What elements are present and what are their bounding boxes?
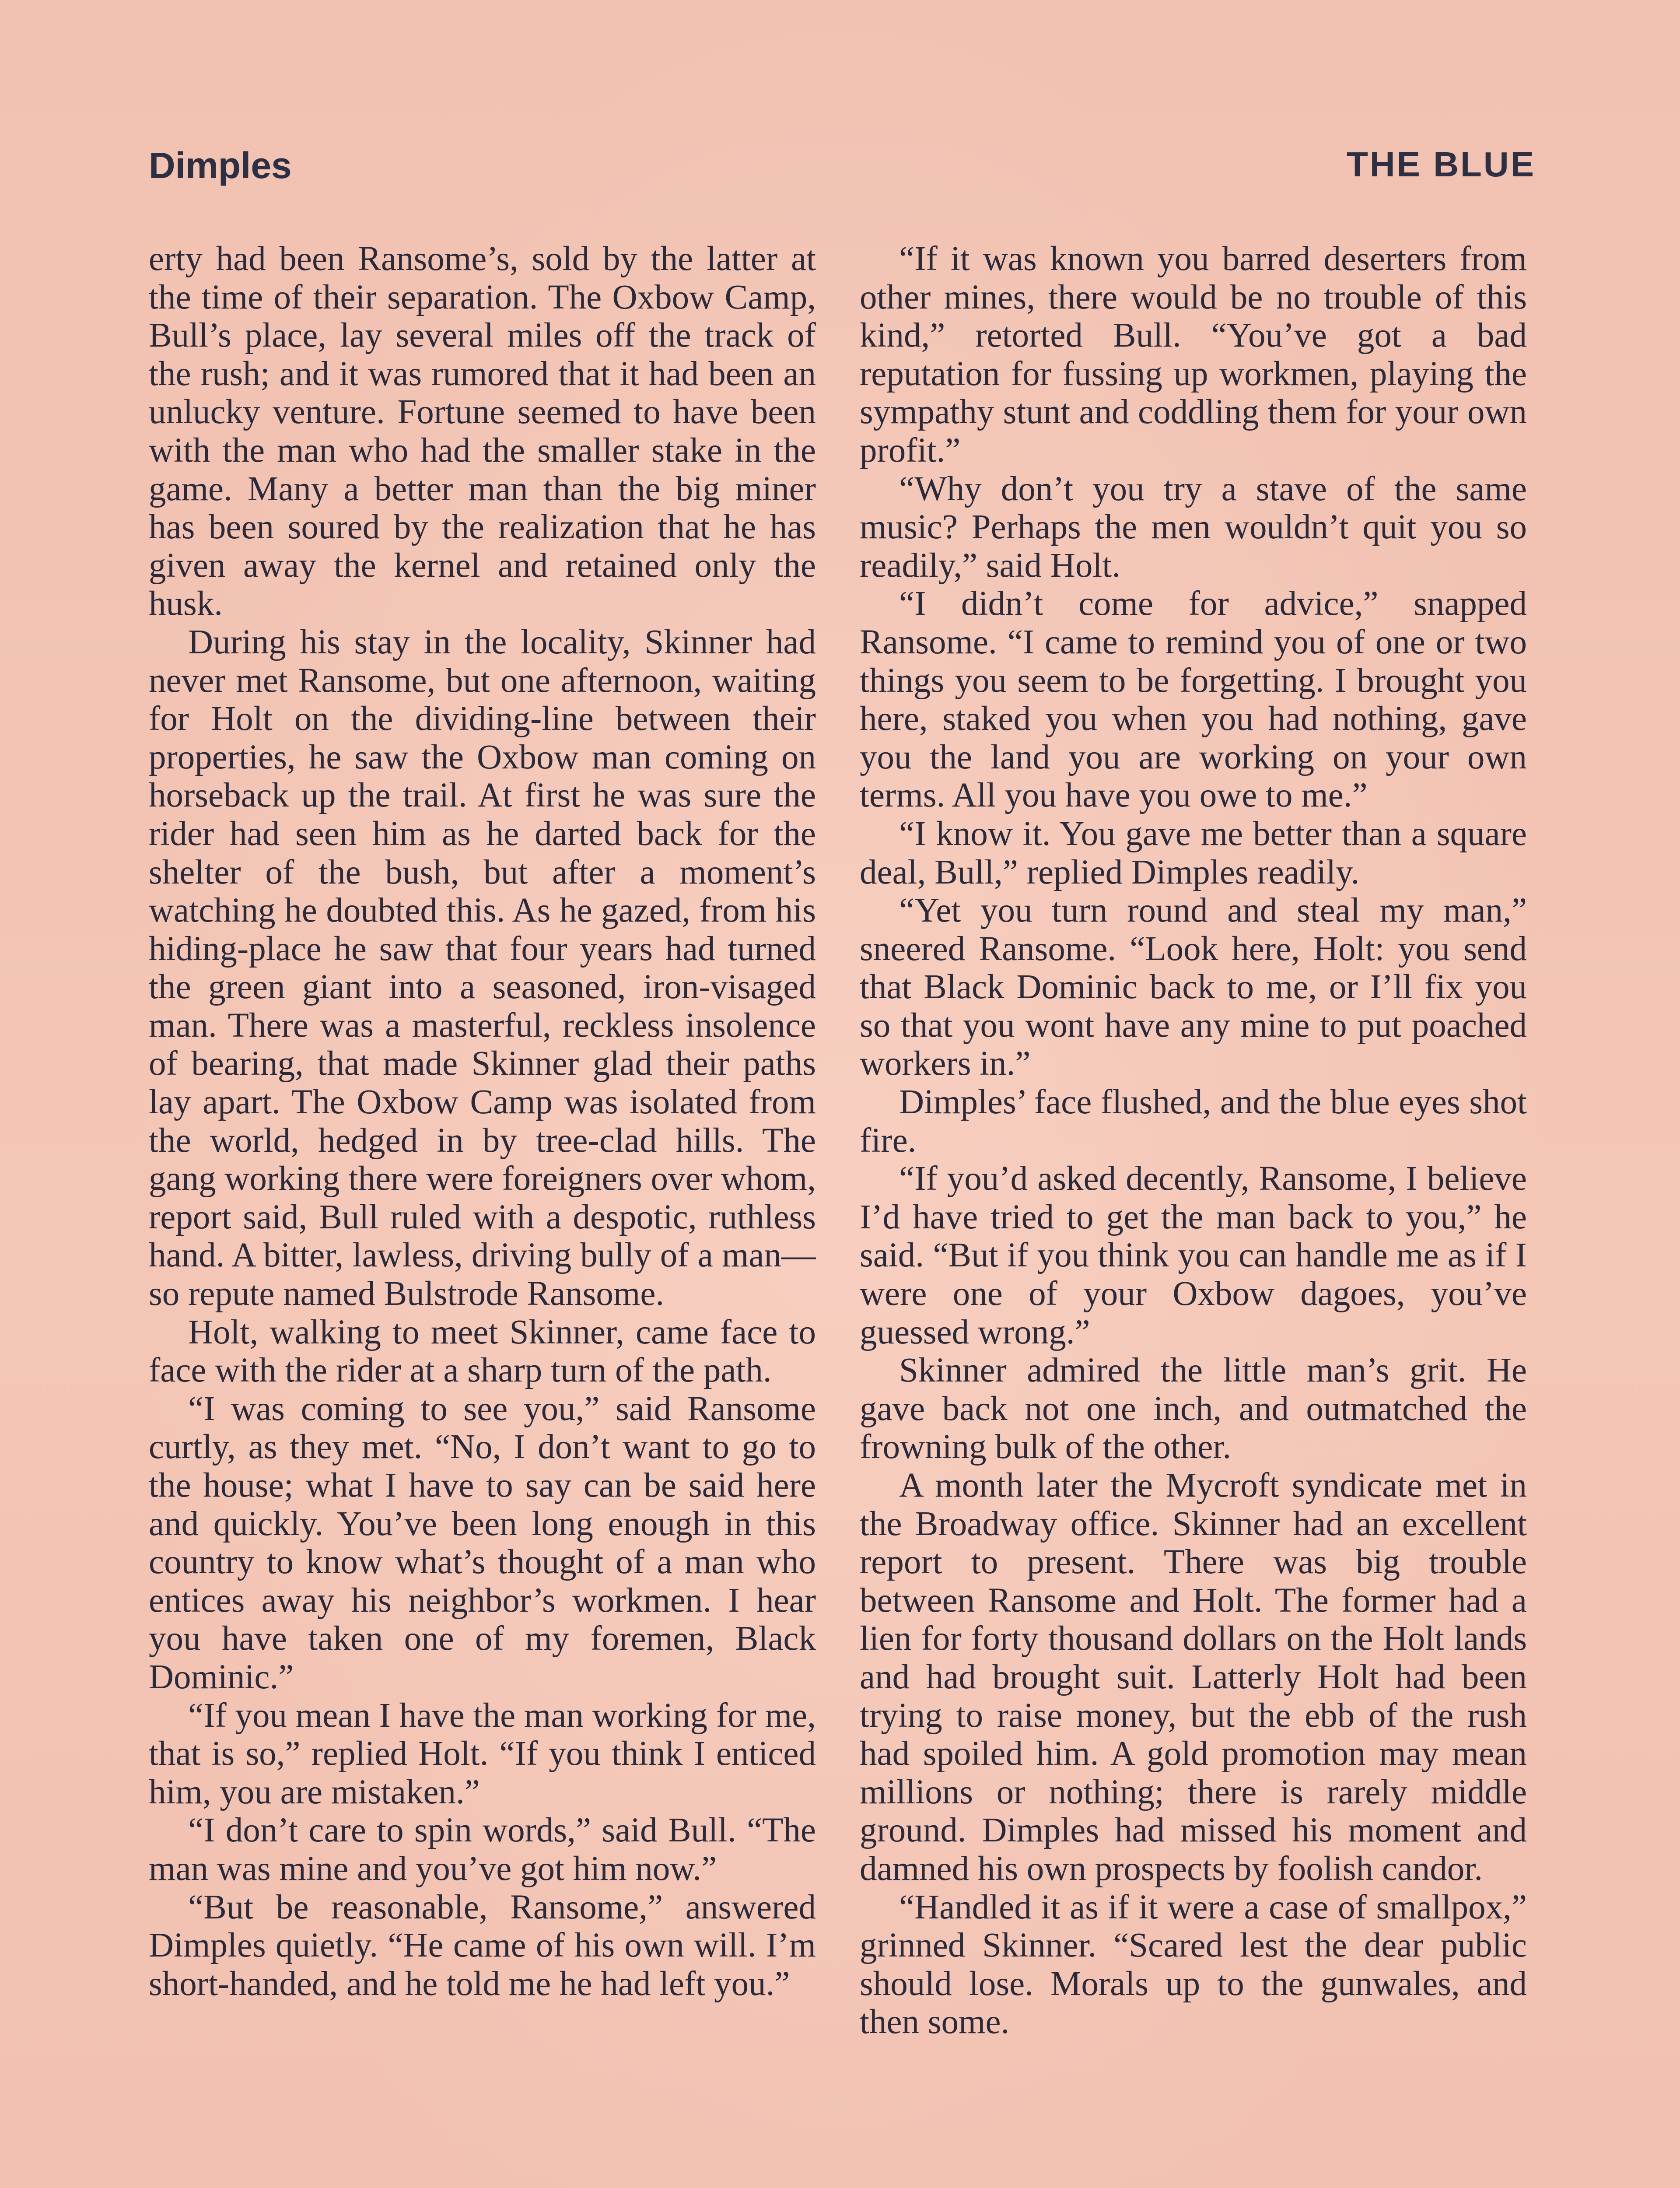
paragraph: “If you’d asked decently, Ransome, I believe I’d have tried to get the man back to you,” he said. “But if you think you can handle me as if I were one of your Oxbow dagoes, you’ve guessed wrong.” <box>860 1160 1527 1351</box>
paragraph: “I know it. You gave me better than a square deal, Bull,” replied Dimples readily. <box>860 814 1527 891</box>
paragraph: erty had been Ransome’s, sold by the latter at the time of their separation. The Oxbow Camp, Bull’s place, lay several miles off the track of the rush; and it was rumored that it had been an unlucky venture. Fortune seemed to have been with the man who had the smaller stake in the game. Many a better man than the big miner has been soured by the realization that he has given away the kernel and retained only the husk. <box>149 240 816 623</box>
right-column <box>860 240 1527 2188</box>
paragraph: Skinner admired the little man’s grit. He gave back not one inch, and outmatched the frowning bulk of the other. <box>860 1351 1527 1466</box>
paragraph: “But be reasonable, Ransome,” answered Dimples quietly. “He came of his own will. I’m short-handed, and he told me he had left you.” <box>149 1888 816 2003</box>
paragraph: A month later the Mycroft syndicate met in the Broadway office. Skinner had an excellent report to present. There was big trouble between Ransome and Holt. The former had a lien for forty thousand dollars on the Holt lands and had brought suit. Latterly Holt had been trying to raise money, but the ebb of the rush had spoiled him. A gold promotion may mean millions or nothing; there is rarely middle ground. Dimples had missed his moment and damned his own prospects by foolish candor. <box>860 1466 1527 1888</box>
story-title: Dimples <box>149 145 292 186</box>
paragraph: Dimples’ face flushed, and the blue eyes shot fire. <box>860 1083 1527 1160</box>
paragraph: “Why don’t you try a stave of the same music? Perhaps the men wouldn’t quit you so readily,” said Holt. <box>860 470 1527 585</box>
paragraph: “If you mean I have the man working for me, that is so,” replied Holt. “If you think I enticed him, you are mistaken.” <box>149 1696 816 1811</box>
magazine-title: THE BLUE <box>1347 145 1536 184</box>
paragraph: “Yet you turn round and steal my man,” sneered Ransome. “Look here, Holt: you send that Black Dominic back to me, or I’ll fix you so that you wont have any mine to put poached workers in.” <box>860 891 1527 1083</box>
paragraph: Holt, walking to meet Skinner, came face to face with the rider at a sharp turn of the path. <box>149 1313 816 1390</box>
paragraph: “I don’t care to spin words,” said Bull. “The man was mine and you’ve got him now.” <box>149 1811 816 1888</box>
paragraph: “If it was known you barred deserters from other mines, there would be no trouble of this kind,” retorted Bull. “You’ve got a bad reputation for fussing up workmen, playing the sympathy stunt and coddling them for your own profit.” <box>860 240 1527 470</box>
paragraph: “I was coming to see you,” said Ransome curtly, as they met. “No, I don’t want to go to the house; what I have to say can be said here and quickly. You’ve been long enough in this country to know what’s thought of a man who entices away his neighbor’s workmen. I hear you have taken one of my foremen, Black Dominic.” <box>149 1389 816 1696</box>
running-header <box>144 144 1536 197</box>
paragraph: “Handled it as if it were a case of smallpox,” grinned Skinner. “Scared lest the dear public should lose. Morals up to the gunwales, and then some. <box>860 1888 1527 2041</box>
paragraph: “I didn’t come for advice,” snapped Ransome. “I came to remind you of one or two things you seem to be forgetting. I brought you here, staked you when you had nothing, gave you the land you are working on your own terms. All you have you owe to me.” <box>860 585 1527 815</box>
paragraph: During his stay in the locality, Skinner had never met Ransome, but one afternoon, waiting for Holt on the dividing-line between their properties, he saw the Oxbow man coming on horseback up the trail. At first he was sure the rider had seen him as he darted back for the shelter of the bush, but after a moment’s watching he doubted this. As he gazed, from his hiding-place he saw that four years had turned the green giant into a seasoned, iron-visaged man. There was a masterful, reckless insolence of bearing, that made Skinner glad their paths lay apart. The Oxbow Camp was isolated from the world, hedged in by tree-clad hills. The gang working there were foreigners over whom, report said, Bull ruled with a despotic, ruthless hand. A bitter, lawless, driving bully of a man—so repute named Bulstrode Ransome. <box>149 623 816 1313</box>
left-column <box>149 240 816 2188</box>
